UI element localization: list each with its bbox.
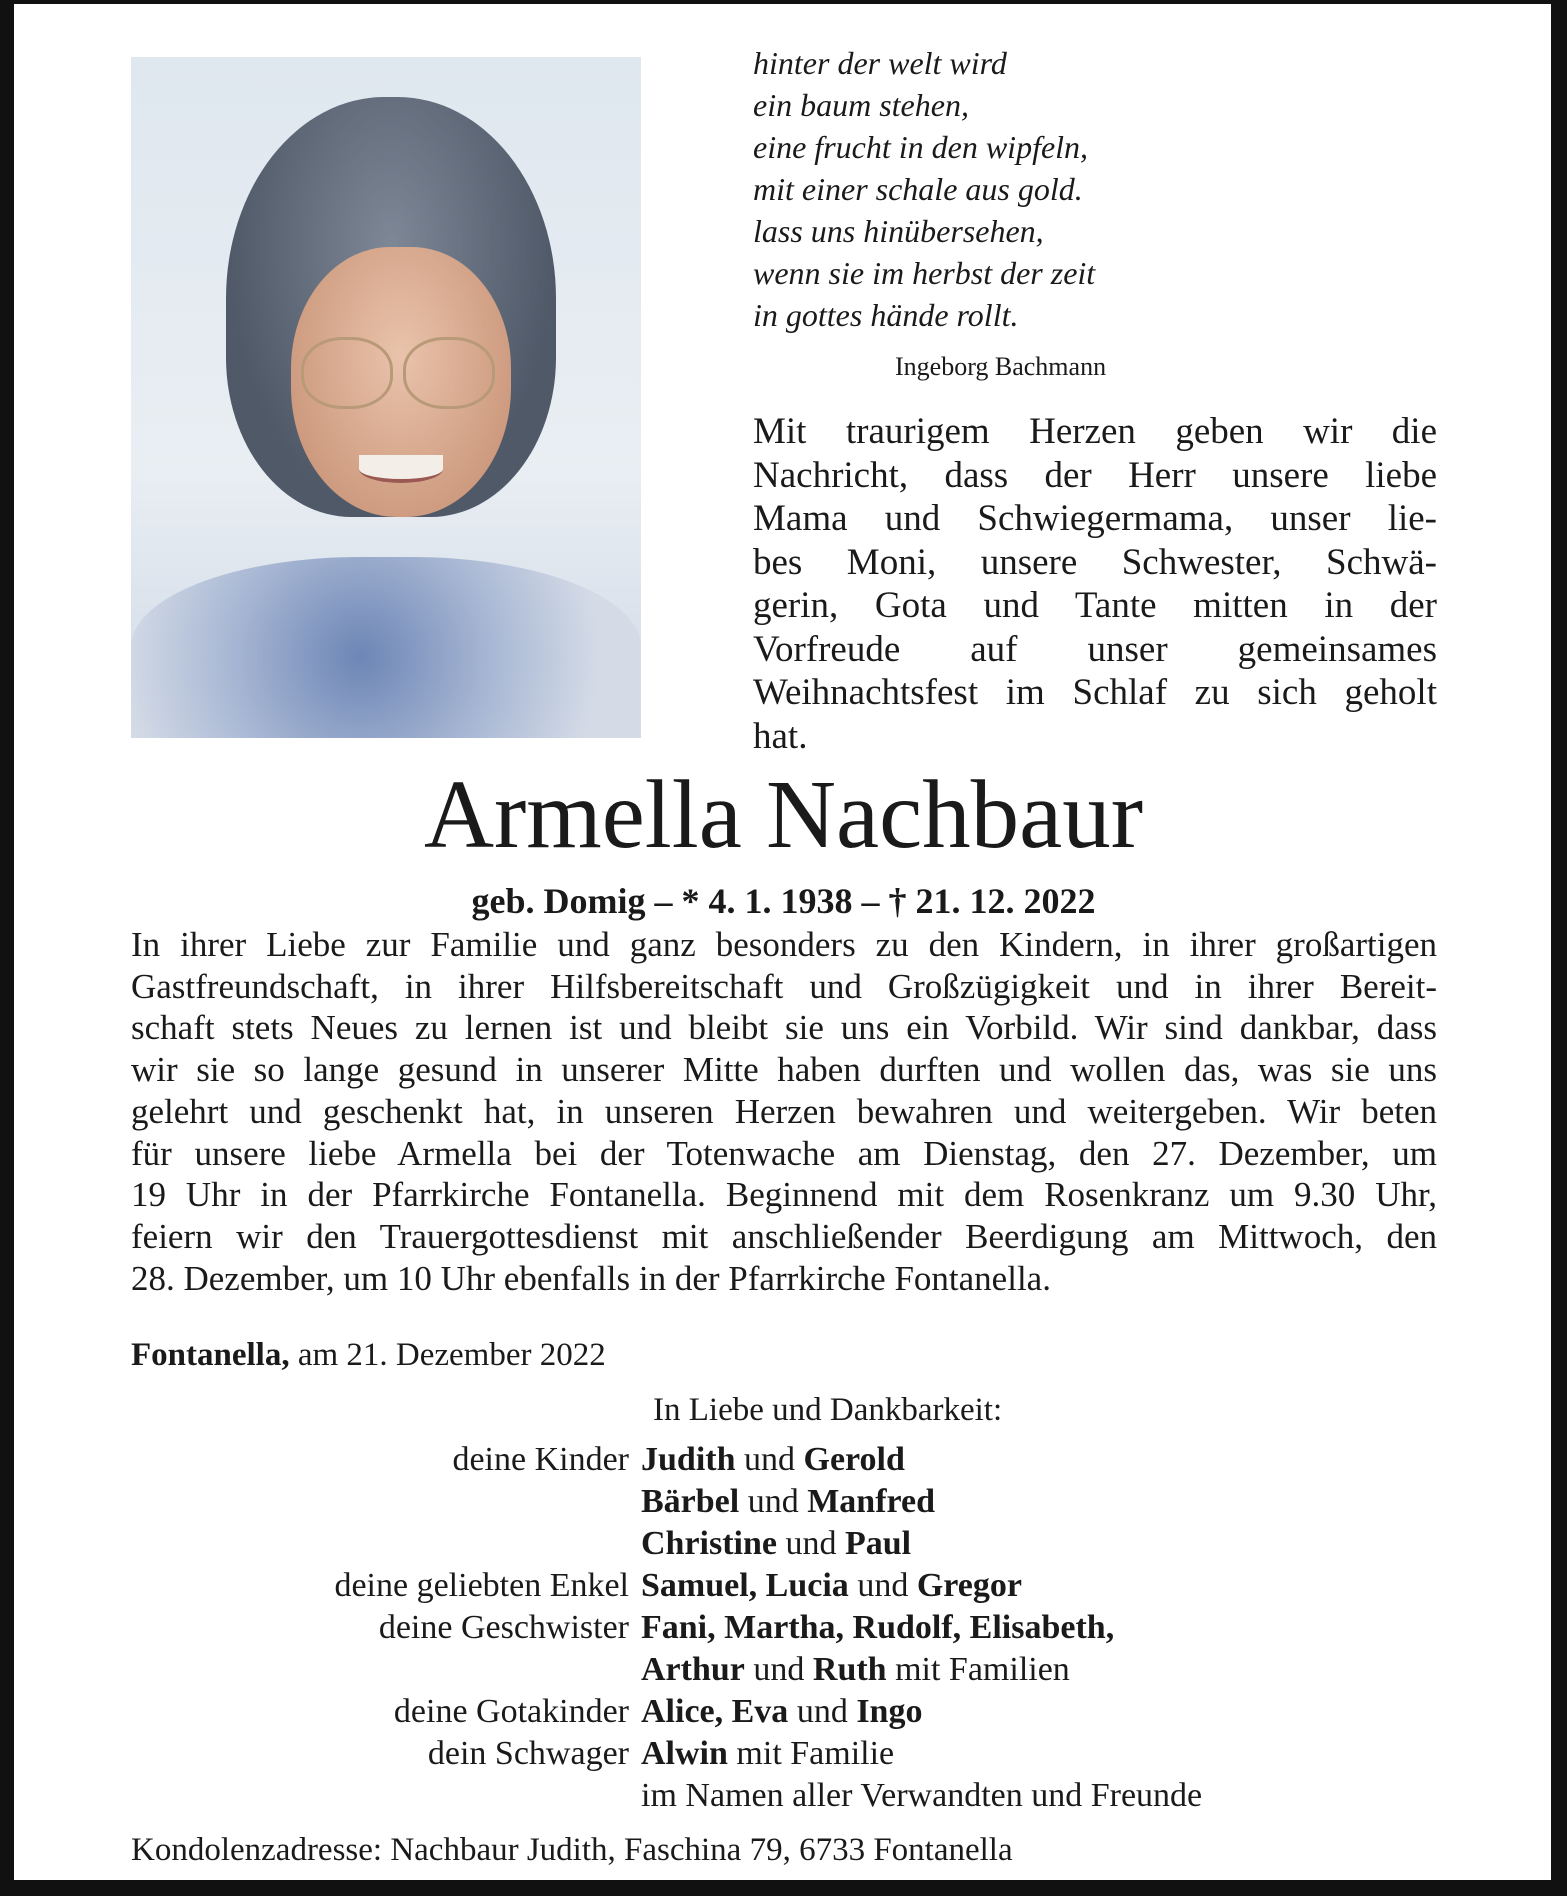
intro-line: Mama und Schwiegermama, unser lie- (753, 498, 1437, 539)
mourner-name: Bärbel (641, 1483, 740, 1520)
body-line: wir sie so lange gesund in unserer Mitte haben durften und wollen das, was sie uns (131, 1050, 1437, 1090)
connector-text: und (744, 1651, 813, 1688)
mourner-names (641, 1649, 1070, 1691)
intro-line: Vorfreude auf unser gemeinsames (753, 628, 1437, 670)
connector-text: und (848, 1567, 917, 1604)
mourner-row (0, 1523, 1567, 1565)
poem-line: lass uns hinübersehen, (753, 213, 1044, 249)
mourner-name: Ruth (812, 1651, 887, 1688)
mourner-name: Ingo (856, 1693, 923, 1730)
mourner-names (641, 1481, 935, 1523)
body-line: schaft stets Neues zu lernen ist und bleibt sie uns ein Vorbild. Wir sind dankbar, dass (131, 1008, 1437, 1048)
connector-text: mit Familie (727, 1735, 895, 1772)
relation-label: deine Gotakinder (393, 1693, 629, 1730)
intro-line: gerin, Gota und Tante mitten in der (753, 585, 1437, 626)
body-line: In ihrer Liebe zur Familie und ganz besonders zu den Kindern, in ihrer großartigen (131, 925, 1437, 964)
photo-glasses-right (403, 337, 495, 409)
mourner-name: Fani, Martha, Rudolf, Elisabeth, (641, 1609, 1115, 1646)
mourners-list (0, 1439, 1567, 1817)
connector-text: und (777, 1525, 845, 1562)
connector-text: mit Familien (886, 1651, 1070, 1688)
mourner-row (0, 1607, 1567, 1649)
birth-death-dates: geb. Domig – * 4. 1. 1938 – † 21. 12. 2022 (471, 881, 1096, 921)
mourner-name: Samuel, Lucia (641, 1567, 849, 1604)
poem-line: ein baum stehen, (753, 87, 969, 123)
connector-text: und (788, 1693, 857, 1730)
relation-label (0, 1775, 641, 1817)
mourner-row (0, 1691, 1567, 1733)
relation-label: dein Schwager (427, 1735, 629, 1772)
photo-shirt (131, 557, 641, 738)
body-line: Gastfreundschaft, in ihrer Hilfsbereitschaft und Großzügigkeit und in ihrer Bereit- (131, 966, 1437, 1006)
frame-border-top (0, 0, 1567, 4)
intro-line: Weihnachtsfest im Schlaf zu sich geholt (753, 672, 1437, 713)
connector-text: und (739, 1483, 808, 1520)
mourner-row (0, 1439, 1567, 1481)
mourner-names (641, 1523, 911, 1565)
connector-text: im Namen aller Verwandten und Freunde (641, 1777, 1203, 1814)
thanks-line: In Liebe und Dankbarkeit: (653, 1392, 1003, 1428)
body-line: 28. Dezember, um 10 Uhr ebenfalls in der Pfarrkirche Fontanella. (131, 1258, 1051, 1298)
intro-line: Mit traurigem Herzen geben wir die (753, 411, 1437, 452)
mourner-names (641, 1565, 1022, 1607)
mourner-row (0, 1481, 1567, 1523)
mourner-names (641, 1733, 894, 1775)
frame-border-bottom (0, 1880, 1567, 1896)
mourner-name: Gerold (803, 1441, 905, 1478)
mourner-row (0, 1565, 1567, 1607)
intro-paragraph (753, 410, 1437, 758)
place-date-text: am 21. Dezember 2022 (297, 1337, 606, 1373)
relation-label: deine Kinder (452, 1441, 629, 1478)
relation-label (0, 1481, 641, 1523)
deceased-name: Armella Nachbaur (423, 761, 1144, 868)
body-line: für unsere liebe Armella bei der Totenwache am Dienstag, den 27. Dezember, um (131, 1133, 1437, 1173)
poem (753, 42, 1095, 336)
condolence-address: Kondolenzadresse: Nachbaur Judith, Faschina 79, 6733 Fontanella (131, 1832, 1013, 1868)
poem-line: in gottes hände rollt. (753, 297, 1019, 333)
mourner-names (641, 1775, 1202, 1817)
intro-line: Nachricht, dass der Herr unsere liebe (753, 454, 1437, 496)
mourner-name: Gregor (916, 1567, 1022, 1604)
body-line: feiern wir den Trauergottesdienst mit anschließender Beerdigung am Mittwoch, den (131, 1216, 1437, 1256)
mourner-row (0, 1733, 1567, 1775)
mourner-names (641, 1607, 1114, 1649)
intro-line: bes Moni, unsere Schwester, Schwä- (753, 541, 1437, 583)
mourner-name: Manfred (807, 1483, 936, 1520)
mourner-name: Alwin (641, 1735, 728, 1772)
portrait-photo (131, 57, 641, 738)
mourner-name: Judith (641, 1441, 736, 1478)
body-line: 19 Uhr in der Pfarrkirche Fontanella. Beginnend mit dem Rosenkranz um 9.30 Uhr, (131, 1175, 1437, 1215)
body-paragraph (131, 924, 1437, 1299)
mourner-names (641, 1439, 905, 1481)
mourner-name: Paul (845, 1525, 912, 1562)
poem-author: Ingeborg Bachmann (895, 352, 1107, 381)
place-date (131, 1337, 606, 1374)
place-town: Fontanella, (131, 1337, 290, 1373)
photo-glasses-left (301, 337, 393, 409)
mourner-row (0, 1775, 1567, 1817)
poem-line: wenn sie im herbst der zeit (753, 255, 1096, 291)
body-line: gelehrt und geschenkt hat, in unseren Herzen bewahren und weitergeben. Wir beten (131, 1091, 1437, 1131)
relation-label (0, 1523, 641, 1565)
mourner-name: Arthur (641, 1651, 745, 1688)
relation-label: deine geliebten Enkel (334, 1567, 629, 1604)
connector-text: und (735, 1441, 804, 1478)
intro-line: hat. (753, 715, 808, 757)
mourner-name: Alice, Eva (641, 1693, 789, 1730)
poem-line: hinter der welt wird (753, 45, 1007, 81)
mourner-names (641, 1691, 922, 1733)
poem-line: eine frucht in den wipfeln, (753, 129, 1089, 165)
photo-smile (359, 455, 443, 483)
mourner-row (0, 1649, 1567, 1691)
poem-line: mit einer schale aus gold. (753, 171, 1083, 207)
relation-label: deine Geschwister (378, 1609, 629, 1646)
mourner-name: Christine (641, 1525, 777, 1562)
relation-label (0, 1649, 641, 1691)
